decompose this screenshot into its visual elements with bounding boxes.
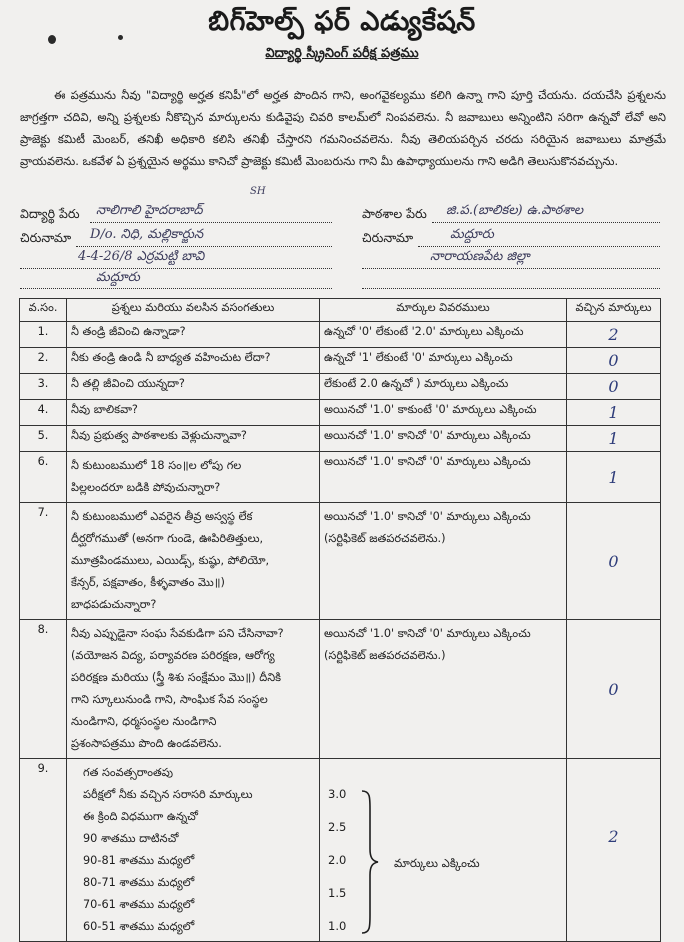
score-cell[interactable]: 0: [567, 348, 661, 374]
marks-detail-range: [320, 759, 567, 942]
range-value: 2.5: [328, 820, 347, 834]
question-line: 70-61 శాతము మధ్యలో: [83, 898, 195, 911]
row-number: 5.: [20, 426, 67, 452]
score-cell[interactable]: 1: [567, 452, 661, 503]
table-header-row: [20, 299, 661, 322]
question-line: కేన్సర్, పక్షవాతం, కీళ్ళవాతం మొ॥): [71, 576, 225, 589]
row-number: 9.: [20, 759, 67, 942]
address-line-3[interactable]: మద్దూరు: [96, 270, 140, 285]
question-text: నీ తండ్రి జీవించి ఉన్నాడా?: [67, 322, 320, 348]
row-number: 6.: [20, 452, 67, 503]
table-row: [20, 620, 661, 759]
question-line: 90 శాతము దాటినచో: [83, 832, 179, 845]
dotted-line: [90, 222, 332, 223]
question-line: 80-71 శాతము మధ్యలో: [83, 876, 195, 889]
marks-detail: ఉన్నచో '0' లేకుంటే '2.0' మార్కులు ఎక్కించు: [320, 322, 567, 348]
table-row: [20, 400, 661, 426]
question-text: [67, 452, 320, 503]
row-number: 7.: [20, 503, 67, 620]
marks-detail: అయినచో '1.0' కానిచో '0' మార్కులు ఎక్కించు: [320, 452, 567, 503]
question-line: గత సంవత్సరాంతపు: [83, 766, 174, 779]
marks-detail: ఉన్నచో '1' లేకుంటే '0' మార్కులు ఎక్కించు: [320, 348, 567, 374]
question-line: దీర్ఘరోగముతో (అనగా గుండె, ఊపిరితిత్తులు,: [71, 532, 264, 545]
dotted-line: [20, 288, 332, 289]
curly-brace-icon: [358, 787, 380, 937]
marks-detail: అయినచో '1.0' కానిచో '0' మార్కులు ఎక్కించు (సర్టిఫికెట్ జతపరచవలెను.): [320, 503, 567, 620]
question-line: నీవు ఎప్పుడైనా సంఘ సేవకుడిగా పని చేసినావా?: [71, 627, 284, 640]
header-questions: ప్రశ్నలు మరియు వలసిన వసంగతులు: [67, 299, 320, 322]
dotted-line: [20, 268, 332, 269]
table-row: [20, 759, 661, 942]
table-row: [20, 374, 661, 400]
score-cell[interactable]: 2: [567, 322, 661, 348]
range-value: 3.0: [328, 787, 347, 801]
row-number: 2.: [20, 348, 67, 374]
question-line: నీ కుటుంబములో 18 సం॥ల లోపు గల: [71, 459, 242, 472]
dotted-line: [432, 222, 660, 223]
question-line: పిల్లలందరూ బడికి పోవుచున్నారా?: [71, 481, 221, 494]
range-marks-label: మార్కులు ఎక్కించు: [394, 856, 480, 870]
question-line: నుండిగాని, ధర్మసంస్థల నుండిగాని: [71, 715, 217, 728]
header-marks-obtained: వచ్చిన మార్కులు: [567, 299, 661, 322]
screening-table: [19, 298, 661, 942]
dotted-line: [362, 268, 660, 269]
question-line: బాధపడుచున్నారా?: [71, 598, 157, 611]
question-text: [67, 503, 320, 620]
score-cell[interactable]: 2: [567, 759, 661, 942]
question-text: నీకు తండ్రి ఉండి నీ బాధ్యత వహించుట లేదా?: [67, 348, 320, 374]
dotted-line: [362, 288, 660, 289]
table-row: [20, 322, 661, 348]
school-name-label: పాఠశాల పేరు: [362, 206, 427, 221]
question-text: [67, 759, 320, 942]
row-number: 4.: [20, 400, 67, 426]
marks-detail: అయినచో '1.0' కాకుంటే '0' మార్కులు ఎక్కించు: [320, 400, 567, 426]
marks-detail: అయినచో '1.0' కానిచో '0' మార్కులు ఎక్కించు (సర్టిఫికెట్ జతపరచవలెను.): [320, 620, 567, 759]
header-marks-detail: మార్కుల వివరములు: [320, 299, 567, 322]
score-cell[interactable]: 1: [567, 426, 661, 452]
question-line: గాని స్కూలునుండి గాని, సాంఘిక సేవ సంస్థల: [71, 693, 268, 706]
student-name-label: విద్యార్థి పేరు: [20, 206, 80, 221]
question-text: [67, 620, 320, 759]
question-line: మూత్రపిండములు, ఎయిడ్స్, కుష్ఠు, పోలియో,: [71, 554, 270, 567]
range-value: 2.0: [328, 853, 347, 867]
question-line: ప్రశంసాపత్రము పొంది ఉండవలెను.: [71, 737, 222, 750]
marks-detail: అయినచో '1.0' కానిచో '0' మార్కులు ఎక్కించు: [320, 426, 567, 452]
school-address-line-1[interactable]: మద్దూరు: [450, 227, 494, 242]
row-number: 8.: [20, 620, 67, 759]
student-name-value[interactable]: నాలిగాలి హైదరాబాద్: [96, 203, 203, 218]
school-address-line-2[interactable]: నారాయణపేట జిల్లా: [430, 249, 530, 264]
page-subtitle: విద్యార్థి స్క్రీనింగ్ పరీక్ష పత్రము: [265, 46, 419, 61]
question-line: పరీక్షలో నీకు వచ్చిన సరాసరి మార్కులు: [83, 788, 253, 801]
score-cell[interactable]: 0: [567, 620, 661, 759]
marks-detail: లేకుంటే 2.0 ఉన్నచో ) మార్కులు ఎక్కించు: [320, 374, 567, 400]
question-text: నీ తల్లి జీవించి యున్నదా?: [67, 374, 320, 400]
score-cell[interactable]: 1: [567, 400, 661, 426]
page-title: బిగ్‌హెల్ప్ ఫర్ ఎడ్యుకేషన్: [208, 6, 476, 37]
school-address-label: చిరునామా: [362, 230, 414, 245]
question-line: ఈ క్రింది విధముగా ఉన్నచో: [83, 810, 199, 823]
score-cell[interactable]: 0: [567, 503, 661, 620]
instructions-paragraph: ఈ పత్రమును నీవు "విద్యార్థి అర్హత కనిపీ"లో అర్హత పొందిన గాని, అంగవైకల్యము కలిగి ఉన్నా గాని పూర్తి చేయను. దయచేసి ప్రశ్నలను జాగ్రత్తగా చదివి, అన్ని ప్రశ్నలకు నీకొచ్చిన మార్కులను కుడివైపు చివరి కాలమ్‌లో నింపవలెను. నీ జవాబులు అన్నింటిని సరిగా ఉన్నవో లేవో అని ప్రాజెక్టు కమిటీ మెంబర్, తనిఖీ అధికారి కలిసి తనిఖీ చేస్తారని గమనించవలెను. నీవు తెలియపర్చిన చరదు సరియైన జవాబులు మాత్రమే వ్రాయవలెను. ఒకవేళ ఏ ప్రశ్నయైన అర్థము కానిచో ప్రాజెక్టు కమిటీ మెంబరును గాని మీ ఉపాధ్యాయులను గాని అడిగి తెలుసుకొనవచ్చును.: [20, 88, 666, 168]
table-row: [20, 452, 661, 503]
row-number: 1.: [20, 322, 67, 348]
table-row: [20, 426, 661, 452]
address-line-1[interactable]: D/o. నిధి, మల్లికార్జున: [90, 227, 204, 242]
address-line-2[interactable]: 4-4-26/8 ఎర్రమట్టి బావి: [78, 249, 205, 264]
initials-mark: SH: [250, 186, 266, 197]
question-text: నీవు బాలికవా?: [67, 400, 320, 426]
table-row: [20, 503, 661, 620]
school-name-value[interactable]: జి.ప.(బాలికల) ఉ.పాఠశాల: [446, 203, 584, 218]
question-line: పరిరక్షణ మరియు (స్త్రీ శిశు సంక్షేమం మొ॥) దీనికి: [71, 671, 282, 684]
marks-range: [324, 787, 562, 937]
table-row: [20, 348, 661, 374]
address-label: చిరునామా: [20, 230, 72, 245]
range-value: 1.5: [328, 886, 347, 900]
question-line: నీ కుటుంబములో ఎవరైన తీవ్ర అస్వస్థ లేక: [71, 510, 253, 523]
header-serial: వ.సం.: [20, 299, 67, 322]
question-text: నీవు ప్రభుత్వ పాఠశాలకు వెళ్లుచున్నావా?: [67, 426, 320, 452]
question-line: 60-51 శాతము మధ్యలో: [83, 920, 195, 933]
row-number: 3.: [20, 374, 67, 400]
dotted-line: [76, 246, 332, 247]
question-line: (వయోజన విద్య, పర్యావరణ పరిరక్షణ, ఆరోగ్య: [71, 649, 275, 662]
question-line: 90-81 శాతము మధ్యలో: [83, 854, 195, 867]
score-cell[interactable]: 0: [567, 374, 661, 400]
dotted-line: [418, 246, 660, 247]
range-value: 1.0: [328, 919, 347, 933]
